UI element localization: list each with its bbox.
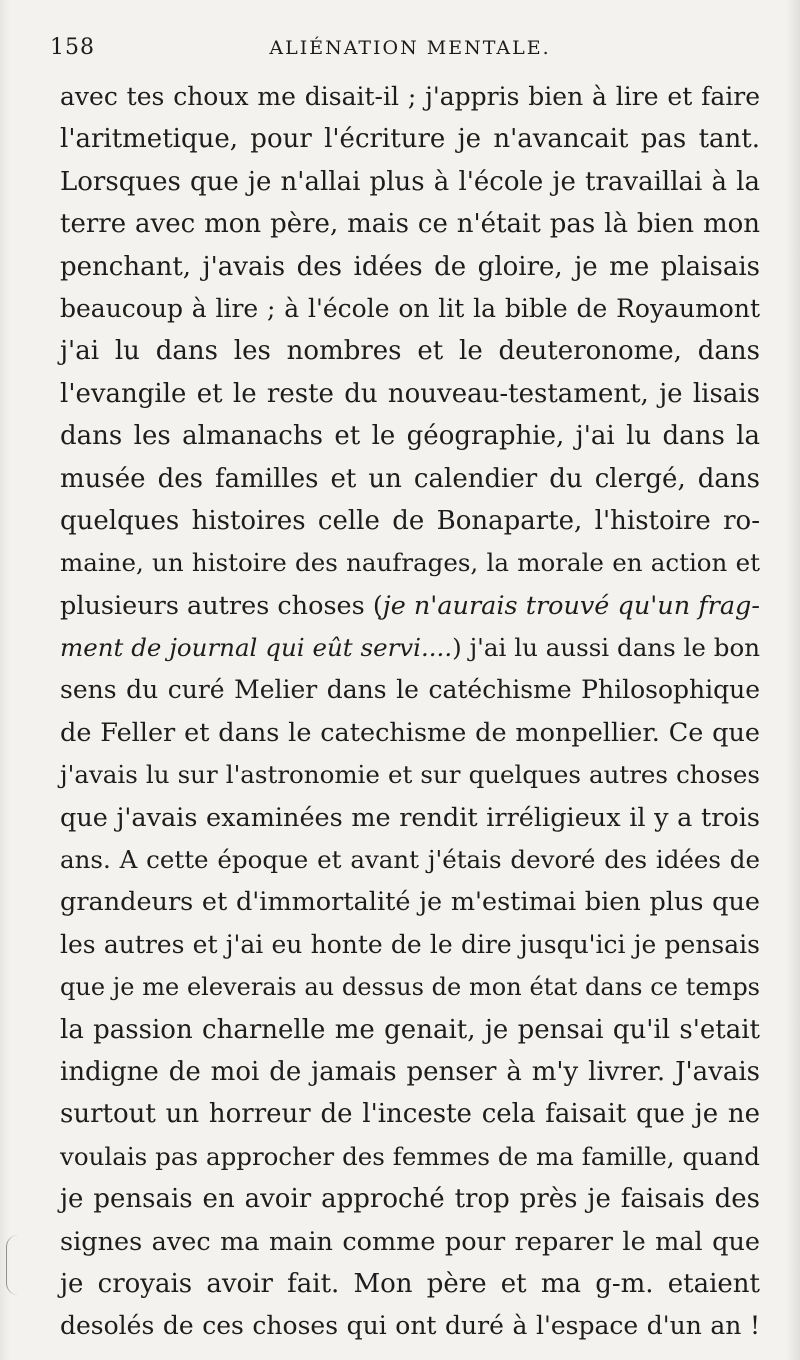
text-line [60,712,760,754]
line-text: grandeurs et d'immortalité je m'estimai bien plus que [60,887,760,918]
line-text: signes avec ma main comme pour reparer le mal que [60,1226,760,1257]
text-line [60,161,760,203]
line-text: les autres et j'ai eu honte de le dire jusqu'ici je pensais [60,929,760,959]
text-line [60,1178,760,1220]
running-title: ALIÉNATION MENTALE. [269,37,551,59]
line-text: quelques histoires celle de Bonaparte, l'histoire ro- [60,505,760,536]
line-text: que je me eleverais au dessus de mon état dans ce temps [60,973,760,1002]
page-right-shadow [786,0,800,1360]
text-line [60,288,760,330]
line-text: desolés de ces choses qui ont duré à l'espace d'un an ! [60,1311,760,1341]
text-line [60,203,760,245]
line-text: j'ai lu dans les nombres et le deuteronome, dans [60,336,760,367]
page-header [50,35,770,65]
text-line [60,118,760,160]
text-line [60,500,760,542]
line-text: terre avec mon père, mais ce n'était pas là bien mon [60,209,760,240]
text-line [60,627,760,669]
text-line [60,330,760,372]
text-line [60,458,760,500]
page-left-shadow [0,0,10,1360]
text-line [60,1136,760,1178]
line-text: plusieurs autres choses ( [60,590,383,621]
text-line [60,373,760,415]
line-text: la passion charnelle me genait, je pensai qu'il s'etait [60,1014,760,1045]
line-text: Lorsques que je n'allai plus à l'école je travaillai à la [60,166,760,197]
text-line [60,1051,760,1093]
line-text: beaucoup à lire ; à l'école on lit la bible de Royaumont [60,293,760,323]
line-text: avec tes choux me disait-il ; j'appris bien à lire et faire [60,82,760,111]
text-line [60,839,760,881]
text-line [60,966,760,1008]
body-text [60,76,760,1348]
text-line [60,1305,760,1347]
line-text: penchant, j'avais des idées de gloire, je me plaisais [60,251,760,282]
line-text: surtout un horreur de l'inceste cela faisait que je ne [60,1099,760,1130]
line-text: j'avais lu sur l'astronomie et sur quelques autres choses [60,760,760,790]
text-line [60,754,760,796]
text-line [60,1009,760,1051]
line-text: musée des familles et un calendier du clergé, dans [60,463,760,494]
line-text: ans. A cette époque et avant j'étais devoré des idées de [60,845,760,875]
line-italic-text: je n'aurais trouvé qu'un frag- [382,590,760,621]
line-text: je pensais en avoir approché trop près je faisais des [60,1184,760,1215]
text-line [60,881,760,923]
text-line [60,924,760,966]
line-italic-text: ment de journal qui eût servi.... [60,633,453,663]
line-text: sens du curé Melier dans le catéchisme Philosophique [60,675,760,705]
line-text: dans les almanachs et le géographie, j'ai lu dans la [60,421,760,452]
text-line [60,1221,760,1263]
text-line [60,797,760,839]
text-line [60,415,760,457]
line-text: indigne de moi de jamais penser à m'y livrer. J'avais [60,1056,760,1087]
line-text: maine, un histoire des naufrages, la morale en action et [60,548,760,578]
text-line [60,76,760,118]
text-line [60,1093,760,1135]
line-text: que j'avais examinées me rendit irréligieux il y a trois [60,802,760,833]
text-line [60,246,760,288]
line-text: l'evangile et le reste du nouveau-testament, je lisais [60,378,760,409]
text-line [60,1263,760,1305]
line-text: je croyais avoir fait. Mon père et ma g-m. etaient [60,1268,760,1299]
line-text: l'aritmetique, pour l'écriture je n'avancait pas tant. [60,124,760,155]
page-number: 158 [50,35,95,60]
text-line [60,669,760,711]
text-line [60,542,760,584]
line-text: de Feller et dans le catechisme de monpellier. Ce que [60,717,760,748]
line-text: voulais pas approcher des femmes de ma famille, quand [60,1141,760,1171]
margin-bracket-mark [6,1235,21,1295]
text-line [60,585,760,627]
line-text-after: ) j'ai lu aussi dans le bon [452,633,760,663]
